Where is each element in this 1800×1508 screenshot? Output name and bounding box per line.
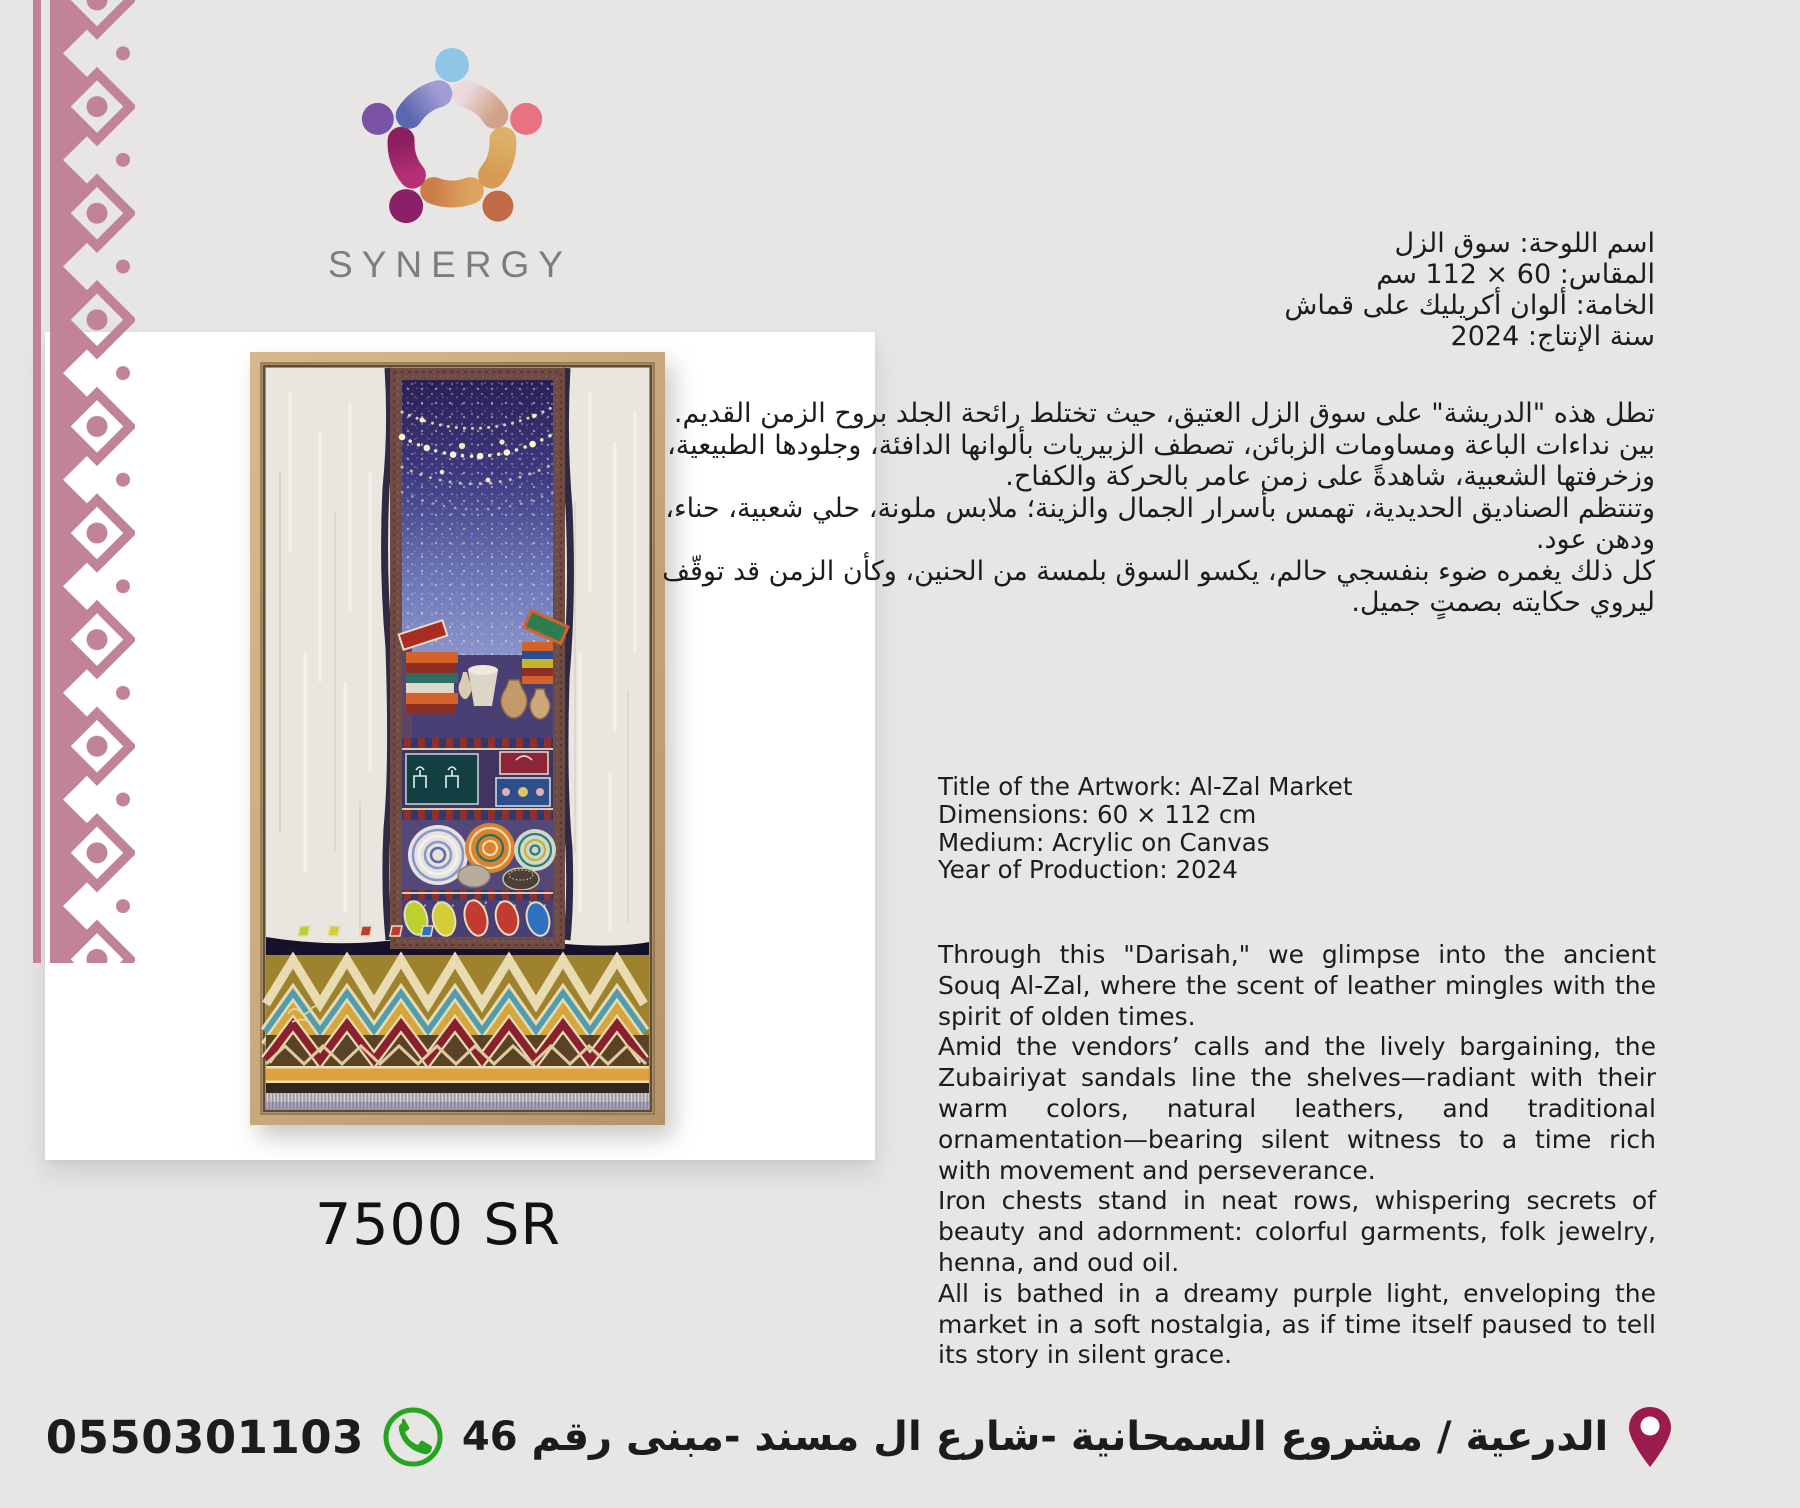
sadu-bands	[266, 955, 649, 1109]
description-paragraph-en: Through this "Darisah," we glimpse into the ancient Souq Al-Zal, where the scent of leather mingles with the spirit of olden times.	[938, 940, 1656, 1031]
contact-bar	[0, 1398, 1760, 1476]
brand-name: SYNERGY	[328, 244, 572, 285]
detail-line-ar: سنة الإنتاج: 2024	[1450, 321, 1655, 352]
location-pin-icon	[1626, 1405, 1674, 1469]
detail-line-en: Year of Production: 2024	[938, 855, 1238, 885]
detail-line-ar: الخامة: ألوان أكريليك على قماش	[1284, 290, 1655, 321]
phone-number: 0550301103	[45, 1410, 364, 1464]
address-text: الدرعية / مشروع السمحانية -شارع ال مسند -مبنى رقم 46	[461, 1414, 1609, 1460]
detail-line-ar: المقاس: 60 × 112 سم	[1376, 259, 1655, 290]
detail-line-en: Title of the Artwork: Al-Zal Market	[938, 772, 1353, 801]
decorative-border-pattern	[33, 0, 135, 963]
description-paragraph-en: All is bathed in a dreamy purple light, enveloping the market in a soft nostalgia, as if time itself paused to tell its story in silent grace.	[938, 1278, 1656, 1370]
synergy-logo-icon	[357, 46, 547, 241]
price-label: 7500 SR	[315, 1192, 561, 1258]
description-line-ar: وتنتظم الصناديق الحديدية، تهمس بأسرار الجمال والزينة؛ ملابس ملونة، حلي شعبية، حناء،	[665, 492, 1655, 524]
description-paragraph-en: Iron chests stand in neat rows, whispering secrets of beauty and adornment: colorful garments, folk jewelry, henna, and oud oil.	[938, 1186, 1656, 1277]
artwork-description-arabic	[662, 398, 1655, 619]
artwork-description-english	[938, 940, 1656, 1371]
description-line-ar: وزخرفتها الشعبية، شاهدةً على زمن عامر بالحركة والكفاح.	[1005, 461, 1655, 492]
artwork-details-english	[938, 773, 1352, 884]
detail-line-en: Dimensions: 60 × 112 cm	[938, 799, 1257, 829]
pattern-stripe	[33, 0, 41, 963]
whatsapp-icon	[382, 1406, 444, 1468]
artwork-image	[250, 352, 665, 1125]
detail-line-en: Medium: Acrylic on Canvas	[938, 827, 1270, 857]
detail-line-ar: اسم اللوحة: سوق الزل	[1394, 228, 1655, 259]
description-line-ar: ليروي حكايته بصمتٍ جميل.	[1351, 587, 1655, 618]
description-line-ar: ودهن عود.	[1535, 524, 1655, 555]
description-line-ar: كل ذلك يغمره ضوء بنفسجي حالم، يكسو السوق بلمسة من الحنين، وكأن الزمن قد توقّف	[662, 555, 1655, 587]
artwork-details-arabic	[1284, 228, 1655, 352]
description-line-ar: بين نداءات الباعة ومساومات الزبائن، تصطف الزبيريات بألوانها الدافئة، وجلودها الطبيعية،	[667, 429, 1655, 461]
description-line-ar: تطل هذه "الدريشة" على سوق الزل العتيق، حيث تختلط رائحة الجلد بروح الزمن القديم.	[673, 398, 1655, 429]
description-paragraph-en: Amid the vendors’ calls and the lively bargaining, the Zubairiyat sandals line the shelves—radiant with their warm colors, natural leathers, and traditional ornamentation—bearing silent witness to a time rich with movement and perseverance.	[938, 1032, 1656, 1185]
